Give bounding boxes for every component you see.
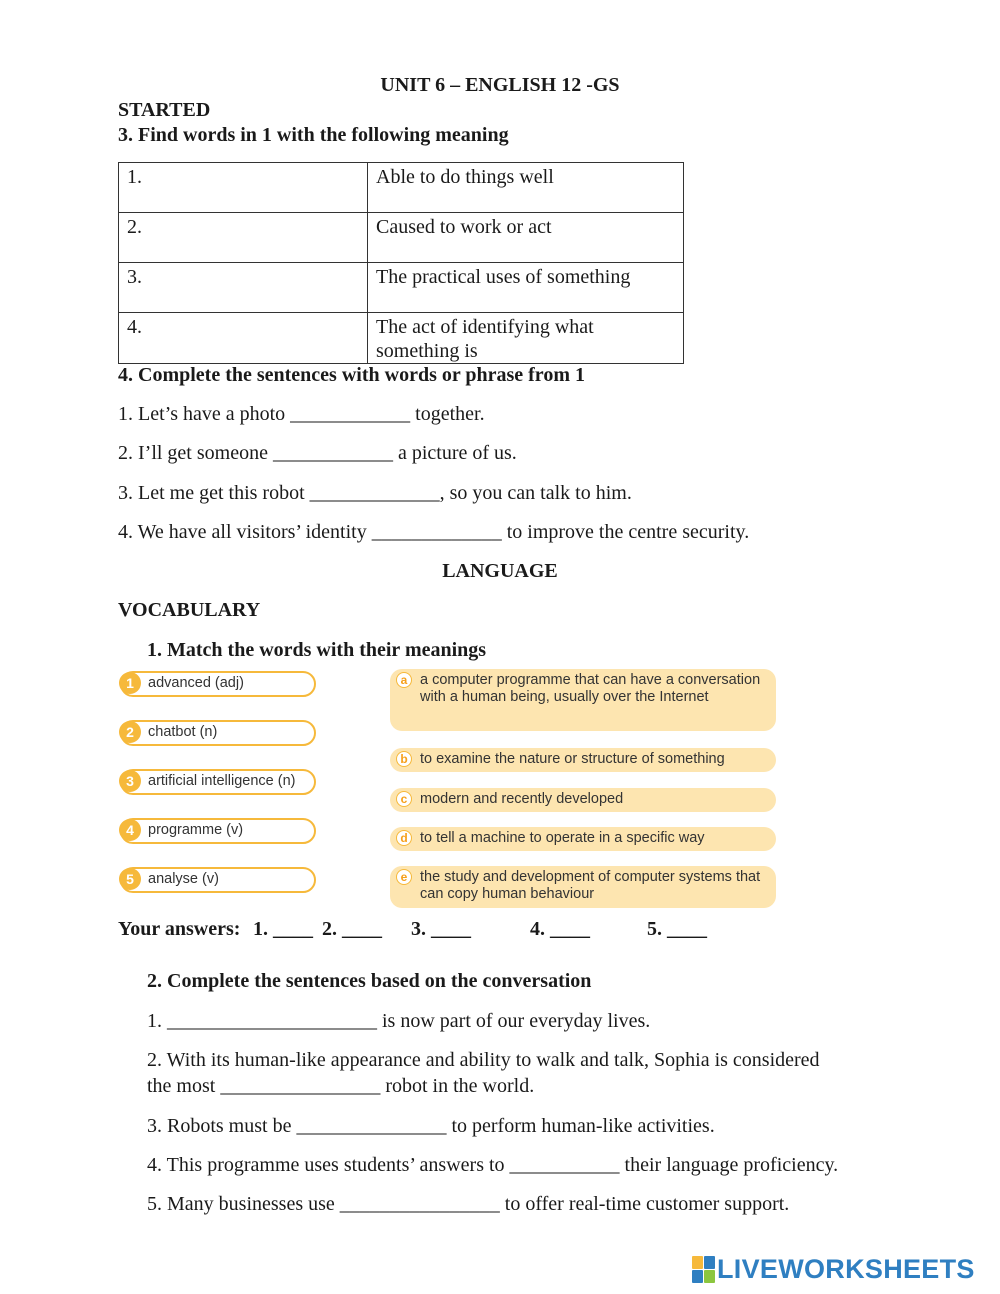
section-started-heading: STARTED	[118, 99, 211, 121]
liveworksheets-logo-text: LIVEWORKSHEETS	[717, 1253, 975, 1284]
answer-blank-4[interactable]: 4. ____	[530, 918, 590, 940]
vocab2-sentence-2: 2. With its human-like appearance and ability to walk and talk, Sophia is considered	[147, 1049, 820, 1071]
word-number: 1	[119, 672, 141, 694]
word-label: analyse (v)	[148, 871, 219, 887]
vocab2-sentence-4[interactable]: 4. This programme uses students’ answers to ___________ their language proficiency.	[147, 1154, 839, 1176]
ex4-sentence-3[interactable]: 3. Let me get this robot _____________, so you can talk to him.	[118, 482, 632, 504]
answer-blank-5[interactable]: 5. ____	[647, 918, 707, 940]
meaning-letter: c	[396, 791, 412, 807]
meaning-item	[390, 669, 776, 731]
section-language-heading: LANGUAGE	[442, 560, 558, 582]
table-row	[119, 163, 684, 213]
table-cell-number[interactable]: 2.	[119, 213, 368, 263]
meaning-letter: e	[396, 869, 412, 885]
vocab2-sentence-2-cont[interactable]: the most ________________ robot in the world.	[147, 1075, 535, 1097]
answer-blank-3[interactable]: 3. ____	[411, 918, 471, 940]
table-cell-meaning: The act of identifying what something is	[368, 313, 684, 364]
meaning-item	[390, 748, 776, 772]
section-vocabulary-heading: VOCABULARY	[118, 599, 261, 621]
meaning-text: modern and recently developed	[420, 791, 624, 807]
meaning-text: to examine the nature or structure of something	[420, 751, 725, 767]
exercise-3-heading: 3. Find words in 1 with the following meaning	[118, 124, 509, 146]
word-number: 4	[119, 819, 141, 841]
liveworksheets-logo-icon	[692, 1256, 714, 1282]
answer-blank-2[interactable]: 2. ____	[322, 918, 382, 940]
word-label: programme (v)	[148, 822, 244, 838]
table-cell-number[interactable]: 3.	[119, 263, 368, 313]
liveworksheets-logo	[692, 1252, 975, 1286]
table-row	[119, 313, 684, 364]
meaning-text: the study and development of computer systems that can copy human behaviour	[420, 869, 761, 902]
ex4-sentence-4[interactable]: 4. We have all visitors’ identity _____________ to improve the centre security.	[118, 521, 750, 543]
meaning-letter: a	[396, 672, 412, 688]
meaning-text: to tell a machine to operate in a specific way	[420, 830, 705, 846]
word-label: chatbot (n)	[148, 724, 218, 740]
page-title: UNIT 6 – ENGLISH 12 -GS	[380, 74, 620, 96]
word-item	[120, 818, 316, 844]
table-cell-number[interactable]: 1.	[119, 163, 368, 213]
word-item	[120, 720, 316, 746]
word-number: 5	[119, 868, 141, 890]
vocab2-sentence-5[interactable]: 5. Many businesses use ________________ to offer real-time customer support.	[147, 1193, 790, 1215]
table-cell-meaning: Caused to work or act	[368, 213, 684, 263]
meaning-letter: b	[396, 751, 412, 767]
matching-panel	[118, 666, 778, 910]
ex4-sentence-1[interactable]: 1. Let’s have a photo ____________ together.	[118, 403, 485, 425]
word-label: advanced (adj)	[148, 675, 244, 691]
exercise-4-heading: 4. Complete the sentences with words or phrase from 1	[118, 364, 585, 386]
word-item	[120, 867, 316, 893]
vocab-1-heading: 1. Match the words with their meanings	[147, 639, 487, 661]
meaning-letter: d	[396, 830, 412, 846]
word-item	[120, 671, 316, 697]
table-cell-meaning: The practical uses of something	[368, 263, 684, 313]
meaning-table	[118, 162, 684, 364]
ex4-sentence-2[interactable]: 2. I’ll get someone ____________ a picture of us.	[118, 442, 517, 464]
meaning-item	[390, 827, 776, 851]
table-row	[119, 213, 684, 263]
word-label: artificial intelligence (n)	[148, 773, 296, 789]
vocab2-sentence-1[interactable]: 1. _____________________ is now part of our everyday lives.	[147, 1010, 651, 1032]
meaning-text: a computer programme that can have a conversation with a human being, usually over the Internet	[420, 672, 761, 705]
vocab-2-heading: 2. Complete the sentences based on the conversation	[147, 970, 592, 992]
table-cell-meaning: Able to do things well	[368, 163, 684, 213]
answers-label: Your answers:	[118, 918, 241, 940]
table-row	[119, 263, 684, 313]
vocab2-sentence-3[interactable]: 3. Robots must be _______________ to perform human-like activities.	[147, 1115, 715, 1137]
meaning-item	[390, 866, 776, 908]
table-cell-number[interactable]: 4.	[119, 313, 368, 364]
word-number: 3	[119, 770, 141, 792]
meaning-item	[390, 788, 776, 812]
answer-blank-1[interactable]: 1. ____	[253, 918, 313, 940]
word-number: 2	[119, 721, 141, 743]
word-item	[120, 769, 316, 795]
